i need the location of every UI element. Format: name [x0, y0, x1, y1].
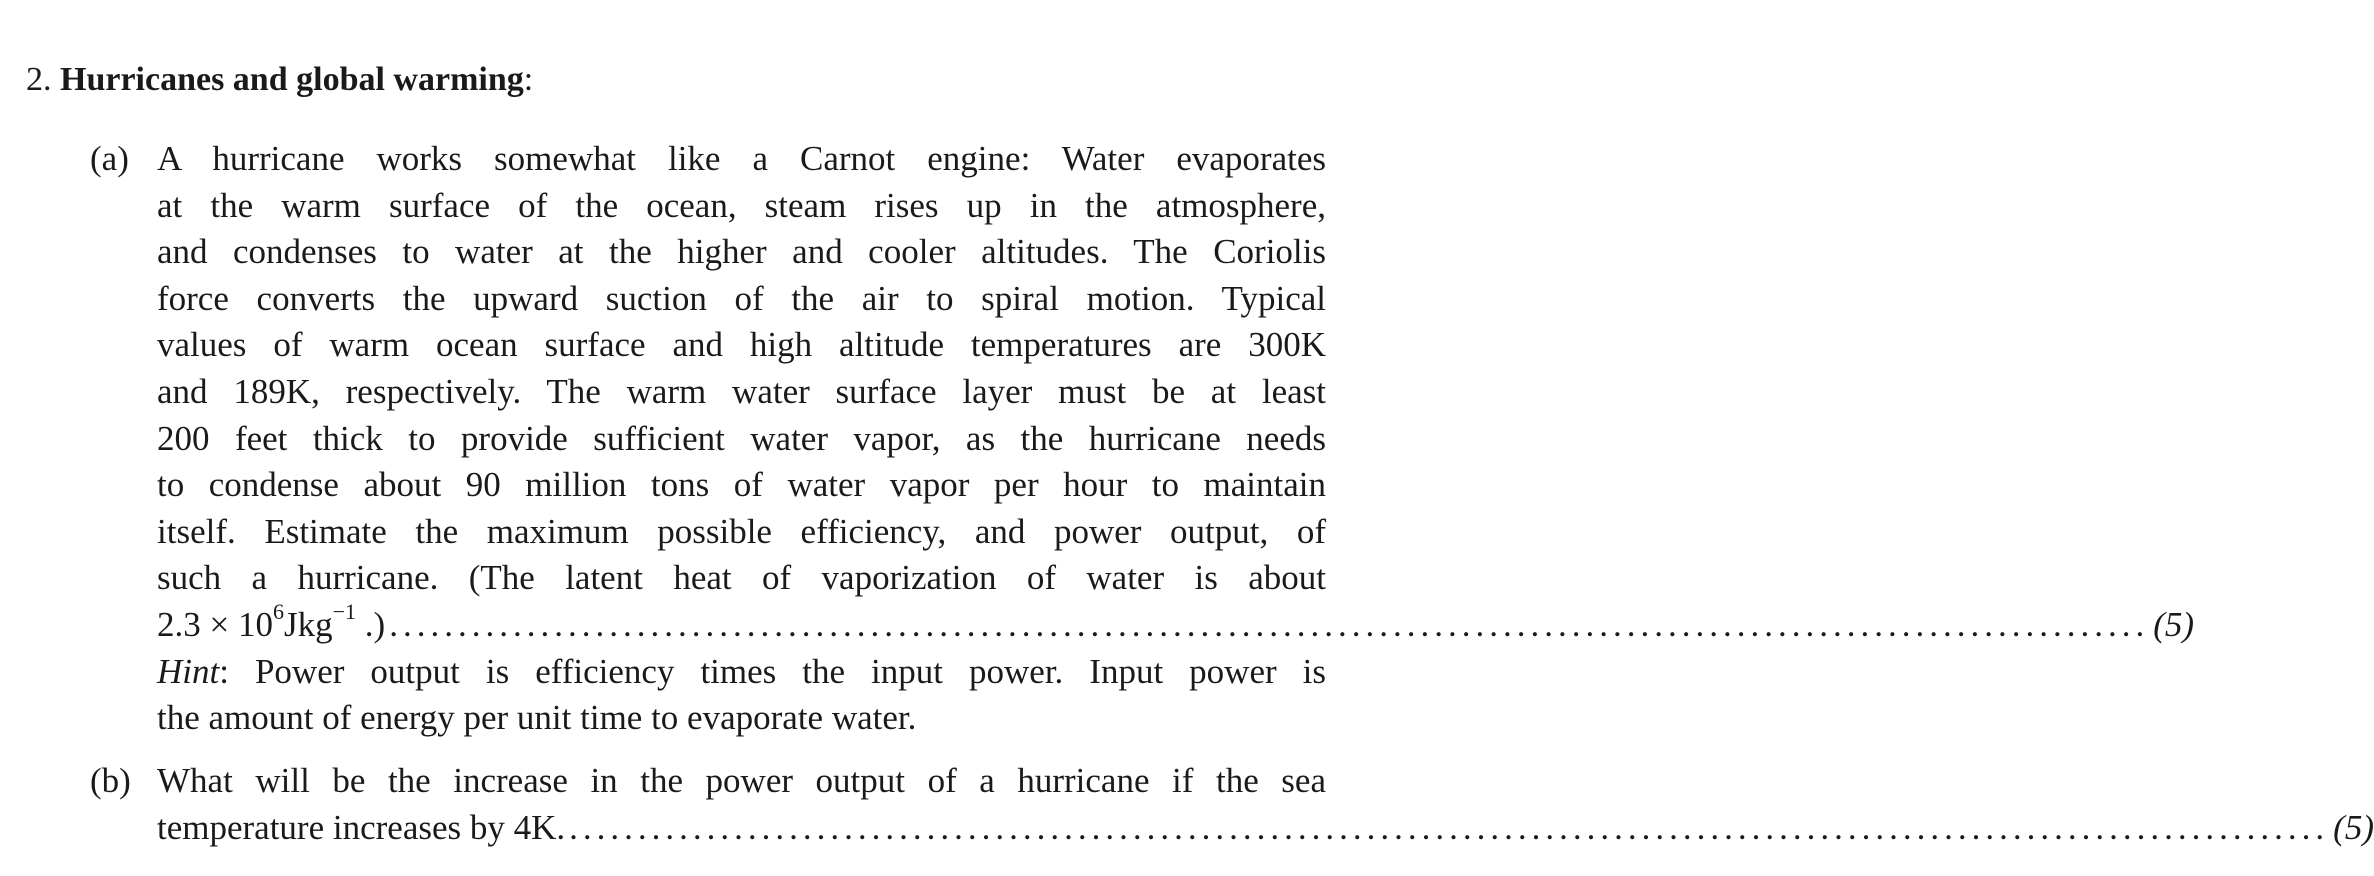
part-a-line: itself. Estimate the maximum possible efficiency, and power output, of: [157, 511, 1326, 551]
formula-end: .): [356, 604, 386, 644]
part-b-marks: (5): [2333, 807, 2374, 847]
hint-text: : Power output is efficiency times the input power. Input power is: [219, 651, 1326, 691]
formula-unit-exponent: −1: [332, 599, 357, 625]
formula-unit: Jkg: [284, 604, 333, 644]
part-a-line: 200 feet thick to provide sufficient water vapor, as the hurricane needs: [157, 418, 1326, 458]
part-b-label: (b): [90, 761, 131, 800]
part-a-line: at the warm surface of the ocean, steam rises up in the atmosphere,: [157, 185, 1326, 225]
part-b-body: [157, 758, 2374, 851]
formula-exponent: 6: [273, 599, 284, 625]
hint-line: [157, 649, 1326, 696]
hint-line: the amount of energy per unit time to evaporate water.: [157, 698, 917, 738]
part-a-line: such a hurricane. (The latent heat of vaporization of water is about: [157, 558, 1326, 598]
question-heading: [26, 58, 533, 102]
hint-label: Hint: [157, 651, 220, 691]
part-a-marks: (5): [2153, 604, 2195, 644]
part-a-formula-line: [157, 599, 2195, 649]
part-a-line: and 189K, respectively. The warm water surface layer must be at least: [157, 371, 1326, 411]
part-b-last-line: [157, 805, 2374, 852]
latent-heat-formula: [157, 599, 386, 649]
part-a-line: to condense about 90 million tons of water vapor per hour to maintain: [157, 465, 1326, 505]
part-a-line: A hurricane works somewhat like a Carnot engine: Water evaporates: [157, 139, 1326, 178]
question-title: Hurricanes and global warming: [60, 61, 524, 98]
dot-leader: ................................................................................................................................: [569, 807, 2330, 847]
question-title-suffix: :: [523, 61, 534, 98]
part-a-label: (a): [90, 139, 129, 178]
part-b-line: What will be the increase in the power output of a hurricane if the sea: [157, 761, 1326, 800]
part-a-body: [157, 136, 2195, 742]
dot-leader: ................................................................................................................................: [389, 604, 2150, 644]
part-a-line: values of warm ocean surface and high altitude temperatures are 300K: [157, 325, 1326, 365]
formula-base: 2.3 × 10: [157, 604, 273, 644]
question-number: 2.: [26, 61, 52, 98]
part-b-last-text: temperature increases by 4K.: [157, 807, 566, 847]
part-a-line: force converts the upward suction of the air to spiral motion. Typical: [157, 278, 1326, 318]
part-a-line: and condenses to water at the higher and cooler altitudes. The Coriolis: [157, 232, 1326, 272]
